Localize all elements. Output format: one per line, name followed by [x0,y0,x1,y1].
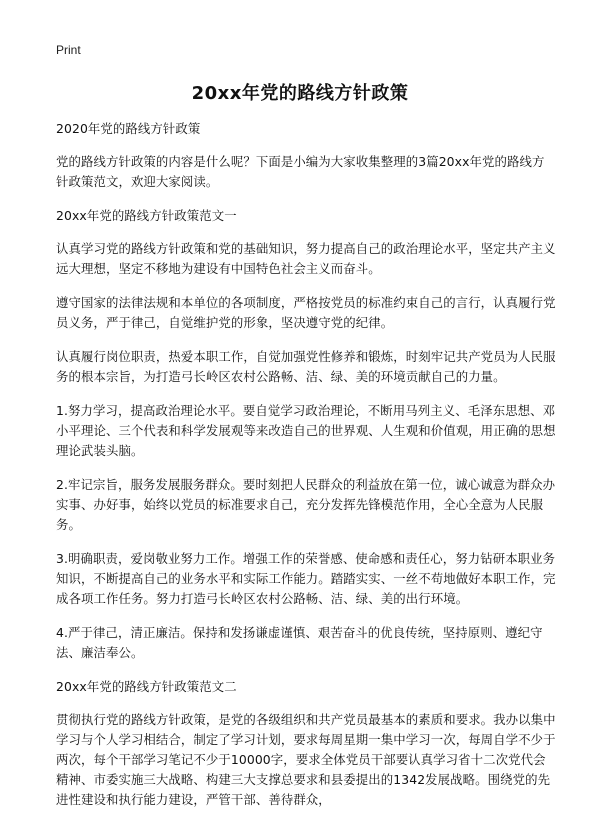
body-paragraph: 认真学习党的路线方针政策和党的基础知识，努力提高自己的政治理论水平，坚定共产主义远大理想，坚定不移地为建设有中国特色社会主义而奋斗。 [56,241,556,276]
body-paragraph: 遵守国家的法律法规和本单位的各项制度，严格按党员的标准约束自己的言行，认真履行党员义务，严于律己，自觉维护党的形象，坚决遵守党的纪律。 [56,295,556,330]
subtitle-heading: 2020年党的路线方针政策 [56,121,201,136]
print-label[interactable]: Print [56,43,81,57]
body-paragraph: 贯彻执行党的路线方针政策，是党的各级组织和共产党员最基本的素质和要求。我办以集中学习与个人学习相结合，制定了学习计划，要求每周星期一集中学习一次，每周自学不少于两次，每个干部学习笔记不少于10000字，要求全体党员干部要认真学习省十二次党代会精神、市委实施三大战略、构建三大支撑总要求和县委提出的1342发展战略。围绕党的先进性建设和执行能力建设，严管干部、善待群众， [56,712,556,807]
document-body [56,119,556,824]
numbered-paragraph-3: 3.明确职责，爱岗敬业努力工作。增强工作的荣誉感、使命感和责任心，努力钻研本职业务知识，不断提高自己的业务水平和实际工作能力。踏踏实实、一丝不苟地做好本职工作，完成各项工作任务。努力打造弓长岭区农村公路畅、洁、绿、美的出行环境。 [56,551,556,606]
section-heading-2: 20xx年党的路线方针政策范文二 [56,679,237,694]
document-title: 20xx年党的路线方针政策 [191,83,409,104]
numbered-paragraph-1: 1.努力学习，提高政治理论水平。要自觉学习政治理论，不断用马列主义、毛泽东思想、邓小平理论、三个代表和科学发展观等来改造自己的世界观、人生观和价值观，用正确的思想理论武装头脑。 [56,403,556,458]
section-heading-1: 20xx年党的路线方针政策范文一 [56,208,237,223]
body-paragraph: 认真履行岗位职责，热爱本职工作，自觉加强党性修养和锻炼，时刻牢记共产党员为人民服务的根本宗旨，为打造弓长岭区农村公路畅、洁、绿、美的环境贡献自己的力量。 [56,349,556,384]
intro-paragraph: 党的路线方针政策的内容是什么呢？下面是小编为大家收集整理的3篇20xx年党的路线方针政策范文，欢迎大家阅读。 [56,154,545,189]
numbered-paragraph-2: 2.牢记宗旨，服务发展服务群众。要时刻把人民群众的利益放在第一位，诚心诚意为群众办实事、办好事，始终以党员的标准要求自己，充分发挥先锋模范作用，全心全意为人民服务。 [56,477,556,532]
numbered-paragraph-4: 4.严于律己，清正廉洁。保持和发扬谦虚谨慎、艰苦奋斗的优良传统，坚持原则、遵纪守法、廉洁奉公。 [56,625,543,660]
